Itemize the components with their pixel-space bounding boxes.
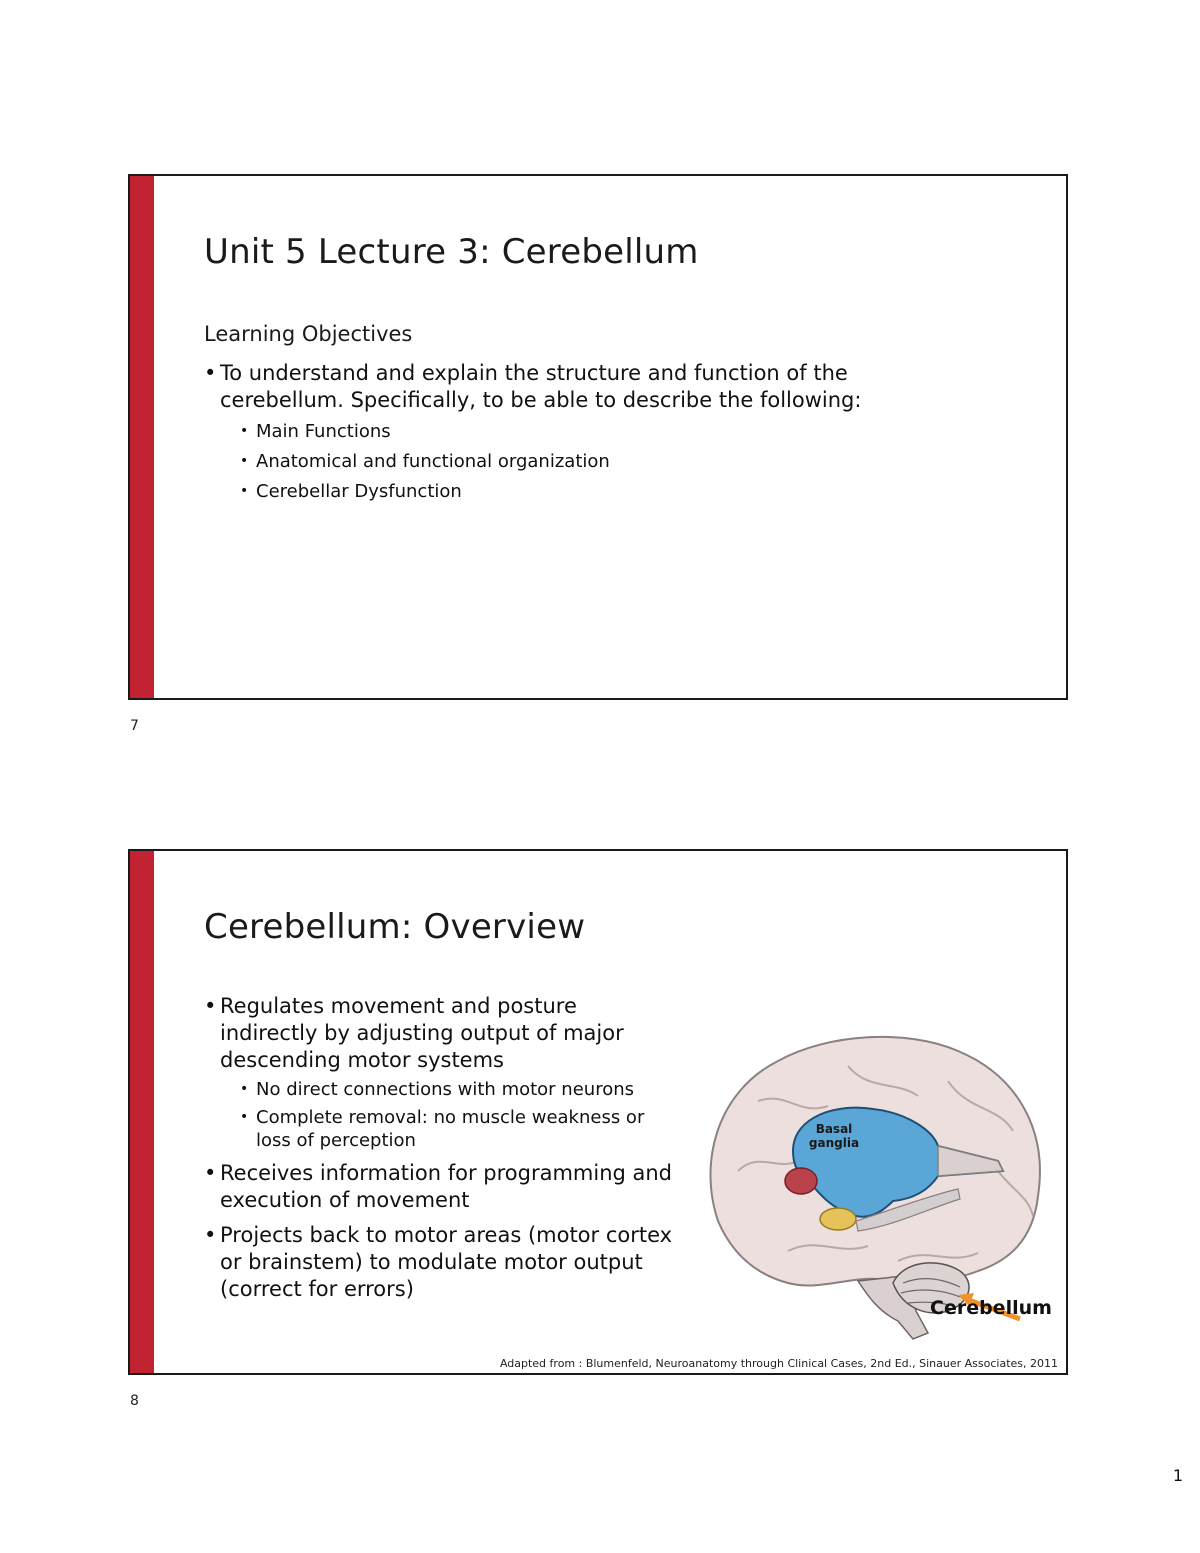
learning-objectives-heading: Learning Objectives <box>204 322 413 346</box>
cerebellum-label: Cerebellum <box>930 1297 1052 1319</box>
accent-bar <box>130 176 154 698</box>
list-item: • Complete removal: no muscle weakness or loss of perception <box>204 1106 674 1152</box>
slide-title: Unit 5 Lecture 3: Cerebellum <box>204 232 699 272</box>
list-item: • To understand and explain the structure and function of the cerebellum. Specifically, to be able to describe the following: <box>204 360 904 414</box>
objectives-list <box>204 360 904 503</box>
list-item: • Main Functions <box>204 420 904 443</box>
slide-number: 8 <box>130 1393 139 1409</box>
basal-ganglia-label: Basal ganglia <box>808 1122 860 1150</box>
list-item: • Cerebellar Dysfunction <box>204 480 904 503</box>
list-item: • Regulates movement and posture indirectly by adjusting output of major descending motor systems <box>204 993 674 1074</box>
list-item: • Projects back to motor areas (motor cortex or brainstem) to modulate motor output (correct for errors) <box>204 1222 674 1303</box>
list-item: • Anatomical and functional organization <box>204 450 904 473</box>
slide-title: Cerebellum: Overview <box>204 907 586 947</box>
image-credit: Adapted from : Blumenfeld, Neuroanatomy through Clinical Cases, 2nd Ed., Sinauer Associates, 2011 <box>499 1357 1058 1370</box>
overview-list <box>204 993 674 1303</box>
slide-7 <box>128 174 1068 700</box>
list-item: • No direct connections with motor neurons <box>204 1078 674 1101</box>
page-number: 1 <box>1172 1466 1183 1485</box>
slide-8 <box>128 849 1068 1375</box>
slide-number: 7 <box>130 718 139 734</box>
accent-bar <box>130 851 154 1373</box>
list-item: • Receives information for programming and execution of movement <box>204 1160 674 1214</box>
